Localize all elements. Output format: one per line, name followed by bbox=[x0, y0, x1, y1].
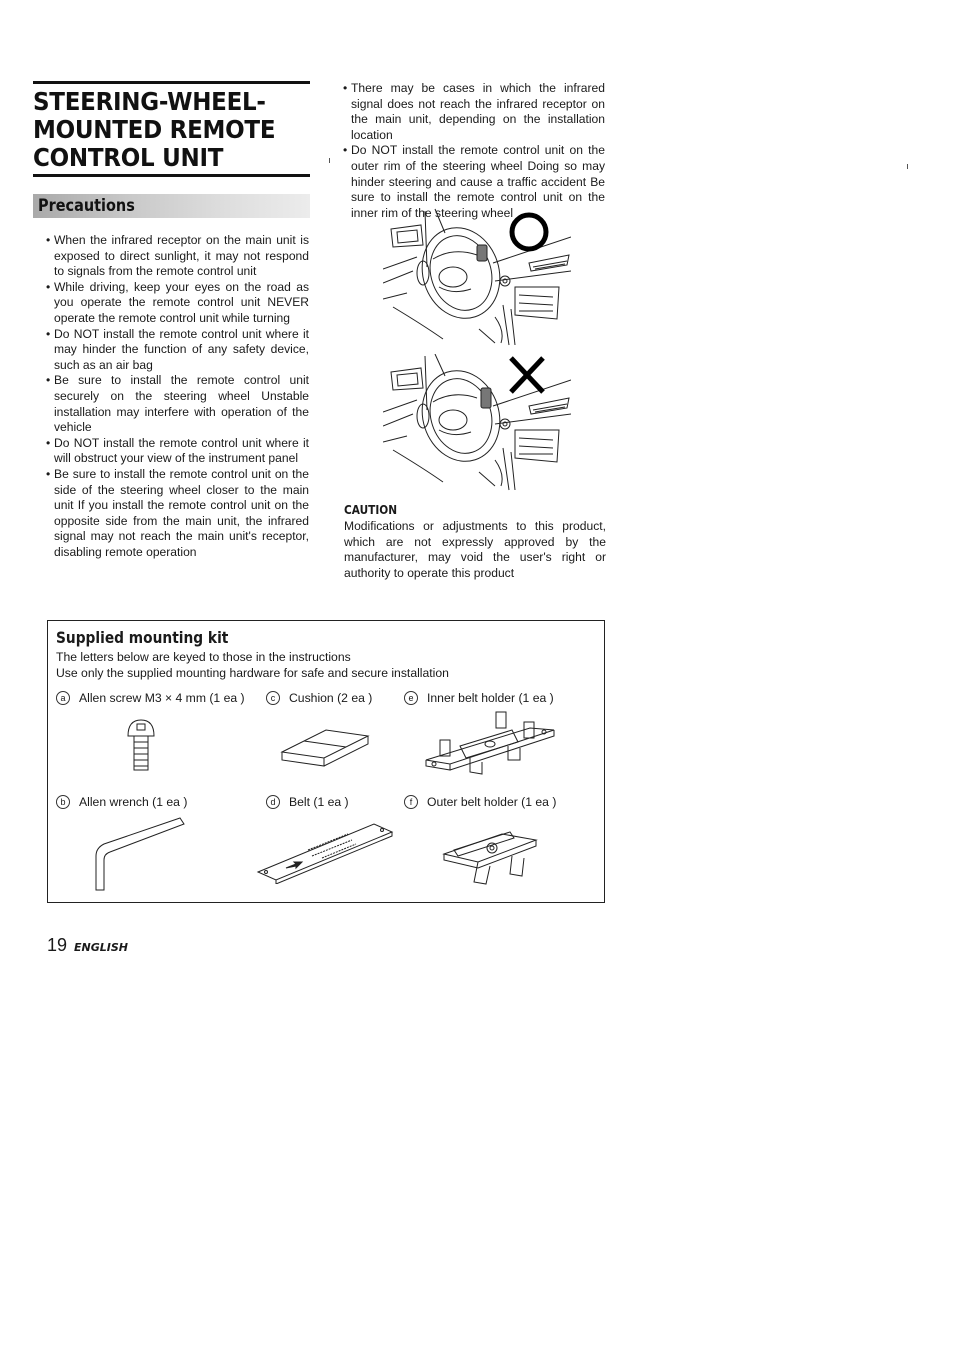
item-letter-badge: a bbox=[56, 691, 70, 705]
allen-wrench-drawing bbox=[94, 816, 186, 892]
kit-item-cushion bbox=[266, 691, 372, 705]
kit-item-label: Inner belt holder (1 ea ) bbox=[427, 691, 554, 705]
scan-mark bbox=[329, 158, 330, 163]
kit-note-line: The letters below are keyed to those in the instructions bbox=[56, 650, 351, 664]
precaution-item: • While driving, keep your eyes on the road as you operate the remote control unit NEVER operate the remote control unit while turning bbox=[46, 280, 309, 327]
installation-note-item: • Do NOT install the remote control unit on the outer rim of the steering wheel Doing so may hinder steering and cause a traffic accident Be sure to install the remote control unit on the inner rim of the steering wheel bbox=[343, 143, 605, 221]
item-letter-badge: b bbox=[56, 795, 70, 809]
precautions-list bbox=[46, 233, 309, 560]
precaution-item: • Be sure to install the remote control unit on the side of the steering wheel closer to the main unit If you install the remote control unit on the opposite side from the main unit, the infrared signal may not reach the main unit's receptor, disabling remote operation bbox=[46, 467, 309, 561]
kit-item-belt bbox=[266, 795, 349, 809]
precaution-item: • When the infrared receptor on the main unit is exposed to direct sunlight, it may not respond to signals from the remote control unit bbox=[46, 233, 309, 280]
title-line-1: STEERING-WHEEL- bbox=[33, 87, 266, 116]
kit-item-inner-belt-holder bbox=[404, 691, 554, 705]
kit-item-label: Allen wrench (1 ea ) bbox=[79, 795, 188, 809]
correct-o-mark bbox=[512, 215, 546, 249]
cushion-drawing bbox=[278, 724, 372, 772]
title-bottom-rule bbox=[33, 174, 310, 177]
precaution-item: • Be sure to install the remote control unit securely on the steering wheel Unstable installation may interfere with operation of the vehicle bbox=[46, 373, 309, 435]
remote-unit bbox=[477, 245, 487, 261]
kit-note-line: Use only the supplied mounting hardware for safe and secure installation bbox=[56, 666, 449, 680]
kit-item-outer-belt-holder bbox=[404, 795, 556, 809]
outer-belt-holder-drawing bbox=[440, 826, 540, 888]
kit-item-allen-screw bbox=[56, 691, 245, 705]
page-title bbox=[33, 88, 300, 172]
incorrect-x-mark bbox=[511, 358, 543, 392]
precaution-item: • Do NOT install the remote control unit where it will obstruct your view of the instrument panel bbox=[46, 436, 309, 467]
caution-text: Modifications or adjustments to this product, which are not expressly approved by the manufacturer, may void the user's right or authority to operate this product bbox=[344, 519, 606, 580]
precaution-item: • Do NOT install the remote control unit where it may hinder the function of any safety device, such as an air bag bbox=[46, 327, 309, 374]
inner-belt-holder-drawing bbox=[420, 708, 560, 780]
language-label: ENGLISH bbox=[74, 941, 128, 954]
allen-screw-drawing bbox=[126, 718, 156, 774]
title-line-3: CONTROL UNIT bbox=[33, 143, 224, 172]
item-letter-badge: f bbox=[404, 795, 418, 809]
kit-item-label: Cushion (2 ea ) bbox=[289, 691, 373, 705]
kit-item-allen-wrench bbox=[56, 795, 187, 809]
title-line-2: MOUNTED REMOTE bbox=[33, 115, 276, 144]
correct-installation-illustration bbox=[383, 207, 571, 347]
item-letter-badge: c bbox=[266, 691, 280, 705]
installation-note-item: • There may be cases in which the infrared signal does not reach the infrared receptor on the main unit, depending on the installation location bbox=[343, 81, 605, 143]
item-letter-badge: e bbox=[404, 691, 418, 705]
mounting-kit-title: Supplied mounting kit bbox=[56, 628, 229, 647]
precautions-heading: Precautions bbox=[38, 196, 135, 216]
kit-item-label: Belt (1 ea ) bbox=[289, 795, 349, 809]
remote-unit bbox=[481, 388, 491, 408]
scan-mark bbox=[907, 164, 908, 169]
kit-item-label: Outer belt holder (1 ea ) bbox=[427, 795, 557, 809]
kit-item-label: Allen screw M3 × 4 mm (1 ea ) bbox=[79, 691, 245, 705]
page-number: 19 bbox=[47, 935, 68, 955]
belt-drawing bbox=[256, 822, 394, 884]
installation-notes-list bbox=[343, 81, 605, 221]
incorrect-installation-illustration bbox=[383, 354, 571, 494]
caution-heading: CAUTION bbox=[344, 503, 398, 517]
title-top-rule bbox=[33, 81, 310, 84]
item-letter-badge: d bbox=[266, 795, 280, 809]
